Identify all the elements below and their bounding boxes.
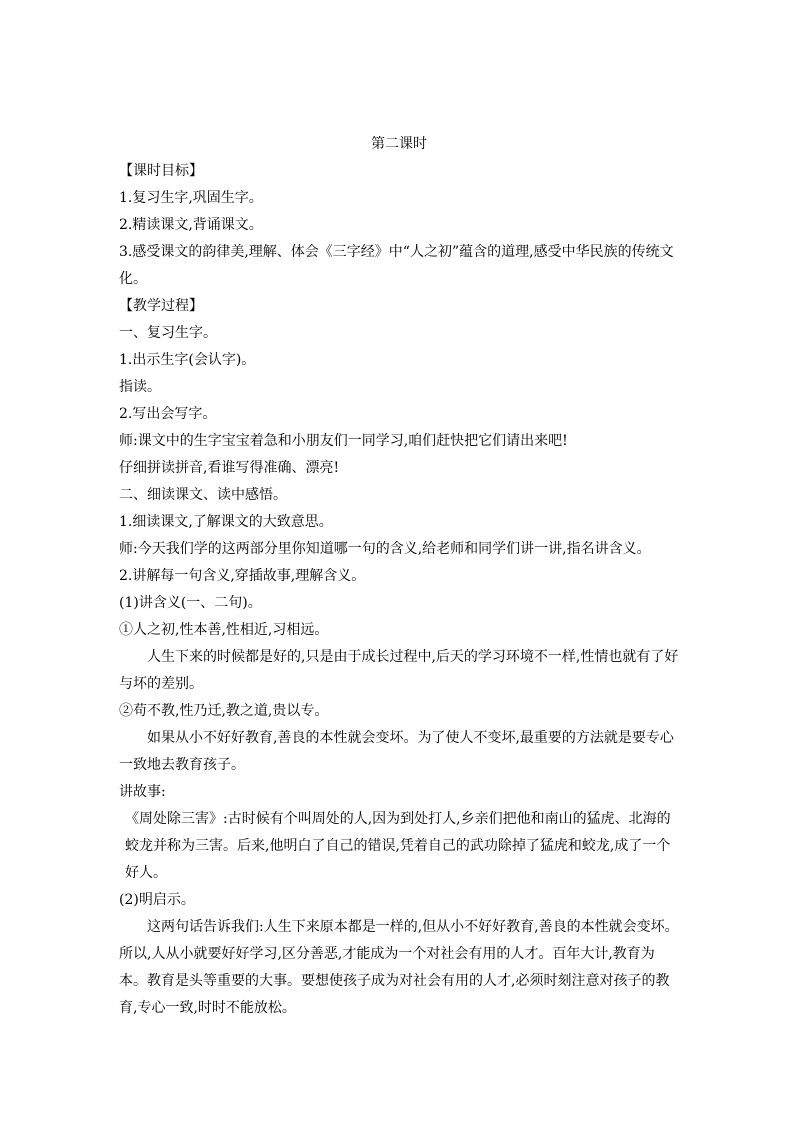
part1-title: 一、复习生字。 <box>119 325 217 341</box>
part1-note: 仔细拼读拼音,看谁写得准确、漂亮! <box>119 460 340 476</box>
goal-item-1: 1.复习生字,巩固生字。 <box>119 190 263 206</box>
part2-teacher-line: 师:今天我们学的这两部分里你知道哪一句的含义,给老师和同学们讲一讲,指名讲含义。 <box>119 541 651 557</box>
quote-2-explanation: 如果从小不好好教育,善良的本性就会变坏。为了使人不变坏,最重要的方法就是要专心一致地去教育孩子。 <box>119 730 674 773</box>
goal-item-2: 2.精读课文,背诵课文。 <box>119 217 263 233</box>
goals-heading: 【课时目标】 <box>119 163 203 179</box>
document-page <box>119 133 679 1022</box>
part2-step2: 2.讲解每一句含义,穿插故事,理解含义。 <box>119 568 366 584</box>
story-text: 《周处除三害》:古时候有个叫周处的人,因为到处打人,乡亲们把他和南山的猛虎、北海的蛟龙并称为三害。后来,他明白了自己的错误,凭着自己的武功除掉了猛虎和蛟龙,成了一个好人。 <box>125 811 671 881</box>
quote-2: ②苟不教,性乃迁,教之道,贵以专。 <box>119 703 329 719</box>
part2-sub2: (2)明启示。 <box>119 892 195 908</box>
part1-step1: 1.出示生字(会认字)。 <box>119 352 256 368</box>
story-label: 讲故事: <box>119 784 166 800</box>
quote-1: ①人之初,性本善,性相近,习相远。 <box>119 622 329 638</box>
process-heading: 【教学过程】 <box>119 298 203 314</box>
part2-sub1: (1)讲含义(一、二句)。 <box>119 595 262 611</box>
quote-1-explanation: 人生下来的时候都是好的,只是由于成长过程中,后天的学习环境不一样,性情也就有了好与坏的差别。 <box>119 649 679 692</box>
part1-step2: 2.写出会写字。 <box>119 406 217 422</box>
part2-title: 二、细读课文、读中感悟。 <box>119 487 287 503</box>
part1-teacher-line: 师:课文中的生字宝宝着急和小朋友们一同学习,咱们赶快把它们请出来吧! <box>119 433 568 449</box>
part2-step1: 1.细读课文,了解课文的大致意思。 <box>119 514 333 530</box>
goal-item-3: 3.感受课文的韵律美,理解、体会《三字经》中“人之初”蕴含的道理,感受中华民族的传统文化。 <box>119 244 674 287</box>
lesson-title: 第二课时 <box>371 136 427 152</box>
part1-step1-note: 指读。 <box>119 379 161 395</box>
enlightenment-text: 这两句话告诉我们:人生下来原本都是一样的,但从小不好好教育,善良的本性就会变坏。所以,人从小就要好好学习,区分善恶,才能成为一个对社会有用的人才。百年大计,教育为本。教育是头等重要的大事。要想使孩子成为对社会有用的人才,必须时刻注意对孩子的教育,专心一致,时时不能放松。 <box>119 919 679 1016</box>
